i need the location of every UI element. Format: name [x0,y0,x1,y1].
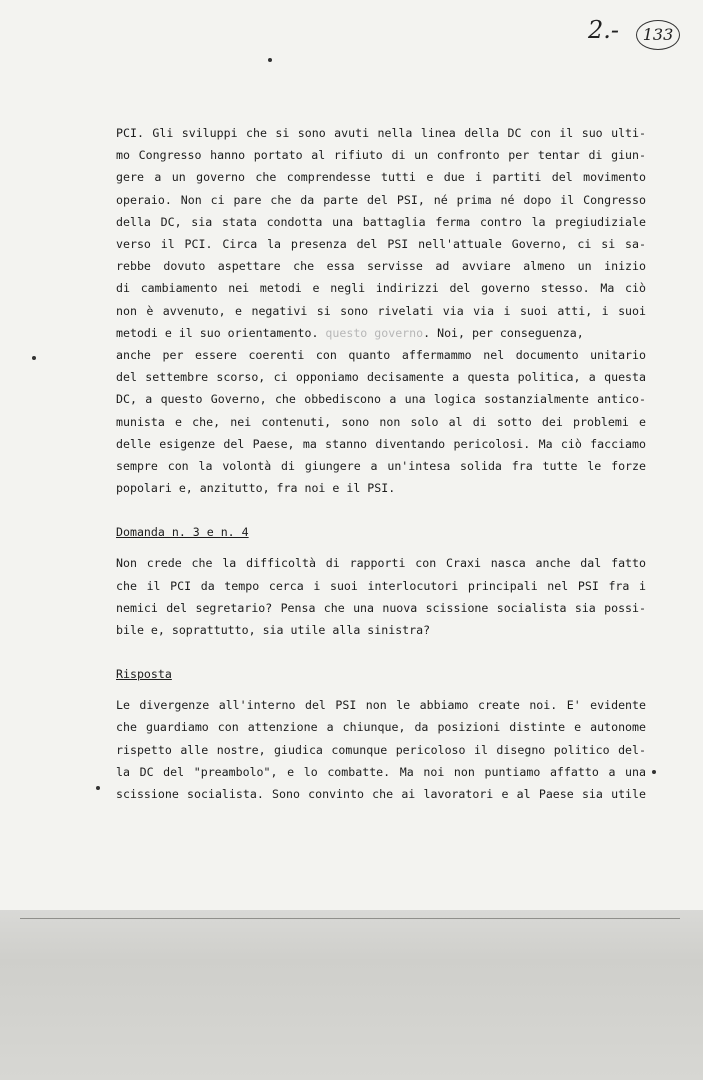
text-line: bile e, soprattutto, sia utile alla sinistra? [116,623,431,638]
question-text [116,552,646,641]
text-line: della DC, sia stata condotta una battaglia ferma contro la pregiudiziale [116,214,646,229]
scan-speck [652,770,656,774]
scan-speck [96,786,100,790]
text-line: sempre con la volontà di giungere a un'intesa solida fra tutte le forze [116,459,646,474]
text-line: del settembre scorso, ci opponiamo decisamente a questa politica, a questa [116,370,646,385]
text-line [116,322,646,344]
text-fragment: . Noi, per conseguenza, [423,325,584,340]
scan-speck [32,356,36,360]
text-line: che il PCI da tempo cerca i suoi interlocutori principali nel PSI fra i [116,578,646,593]
crossed-out-text: questo governo [325,325,424,340]
text-line: non è avvenuto, e negativi si sono rivelati via via i suoi atti, i suoi [116,303,646,318]
text-line: di cambiamento nei metodi e negli indirizzi del governo stesso. Ma ciò [116,281,646,296]
scan-speck [268,58,272,62]
answer-text [116,694,646,805]
text-fragment: metodi e il suo orientamento. [116,325,319,340]
text-line: verso il PCI. Circa la presenza del PSI nell'attuale Governo, ci si sa- [116,237,646,252]
answer-heading: Risposta [116,667,172,682]
text-line: mo Congresso hanno portato al rifiuto di un confronto per tentar di giun- [116,148,646,163]
text-line: gere a un governo che comprendesse tutti e due i partiti del movimento [116,170,646,185]
text-line: delle esigenze del Paese, ma stanno diventando pericolosi. Ma ciò facciamo [116,436,646,451]
text-line: Le divergenze all'interno del PSI non le abbiamo create noi. E' evidente [116,698,646,713]
text-line: munista e che, nei contenuti, sono non solo al di sotto dei problemi e [116,414,646,429]
page-bottom-shadow [0,910,703,1080]
text-line: Non crede che la difficoltà di rapporti con Craxi nasca anche dal fatto [116,556,646,571]
text-line: la DC del "preambolo", e lo combatte. Ma noi non puntiamo affatto a una [116,764,646,779]
page-edge-line [20,918,680,919]
archive-number-stamp: 133 [636,20,680,50]
text-line: che guardiamo con attenzione a chiunque, da posizioni distinte e autonome [116,720,646,735]
text-line: scissione socialista. Sono convinto che ai lavoratori e al Paese sia utile [116,787,646,802]
text-line: rebbe dovuto aspettare che essa servisse ad avviare almeno un inizio [116,259,646,274]
document-body [116,122,646,805]
text-line: popolari e, anzitutto, fra noi e il PSI. [116,481,396,496]
text-line: nemici del segretario? Pensa che una nuova scissione socialista sia possi- [116,600,646,615]
text-line: operaio. Non ci pare che da parte del PSI, né prima né dopo il Congresso [116,192,646,207]
question-heading: Domanda n. 3 e n. 4 [116,525,249,540]
text-line: anche per essere coerenti con quanto affermammo nel documento unitario [116,348,646,363]
page-number: 2.- [588,16,620,44]
text-line: DC, a questo Governo, che obbediscono a una logica sostanzialmente antico- [116,392,646,407]
paragraph-1 [116,122,646,499]
text-line: PCI. Gli sviluppi che si sono avuti nella linea della DC con il suo ulti- [116,126,646,140]
text-line: rispetto alle nostre, giudica comunque pericoloso il disegno politico del- [116,742,646,757]
